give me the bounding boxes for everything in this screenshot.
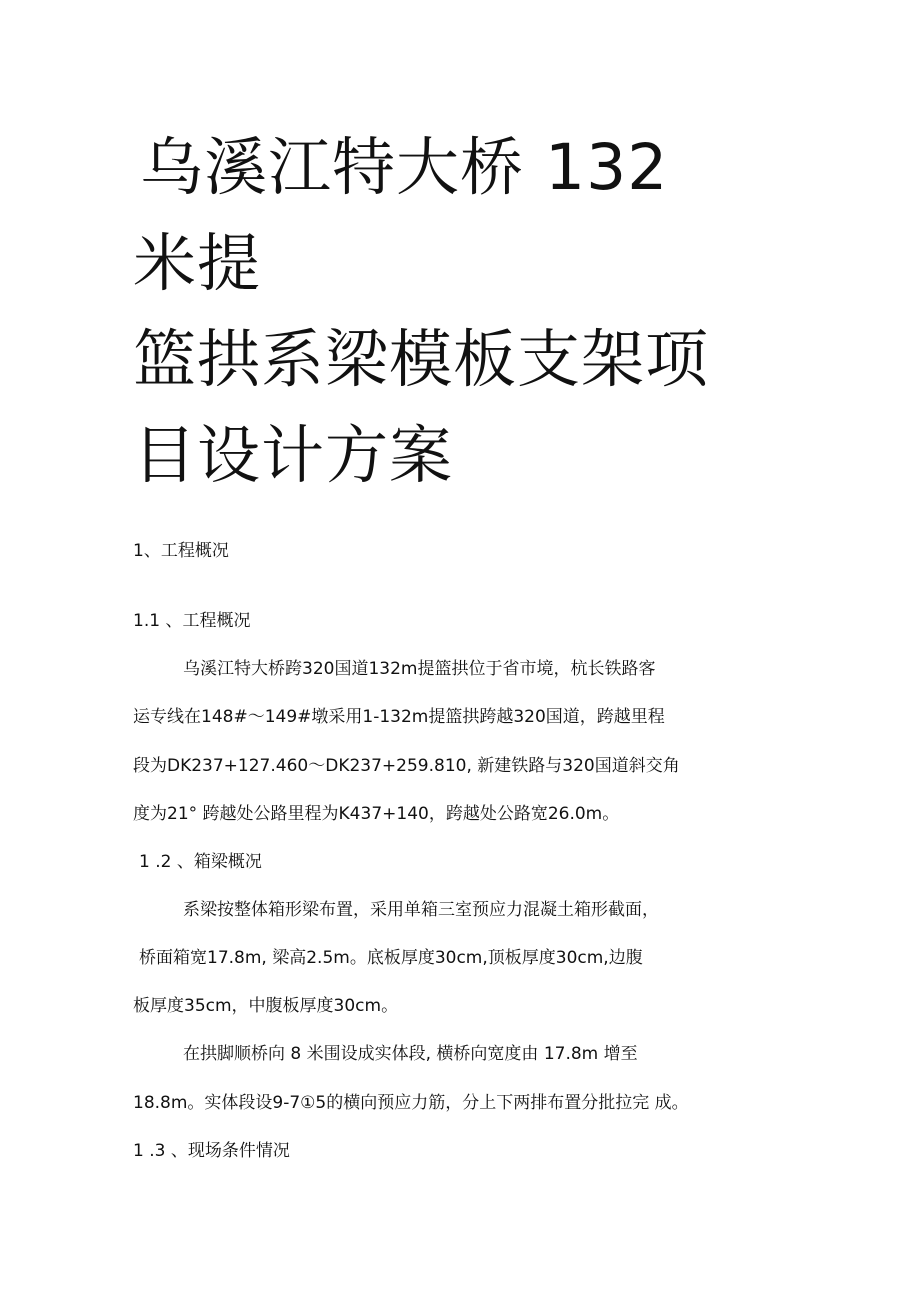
doc-title-line-1: 乌溪江特大桥 132 [140, 131, 669, 204]
paragraph-line: 系梁按整体箱形梁布置，采用单箱三室预应力混凝土箱形截面， [183, 900, 659, 920]
section-heading: 1、工程概况 [133, 541, 229, 561]
paragraph-line: 板厚度35cm，中腹板厚度30cm。 [133, 996, 399, 1016]
paragraph-line: 运专线在148#～149#墩采用1-132m提篮拱跨越320国道，跨越里程 [133, 707, 665, 727]
subsection-heading: 1 .3 、现场条件情况 [133, 1141, 290, 1161]
doc-title-line-4: 目设计方案 [133, 419, 453, 492]
doc-title-line-3: 篮拱系梁模板支架项 [133, 323, 709, 396]
paragraph-line: 在拱脚顺桥向 8 米围设成实体段, 横桥向宽度由 17.8m 增至 [183, 1044, 638, 1064]
paragraph-line: 乌溪江特大桥跨320国道132m提篮拱位于省市境，杭长铁路客 [183, 659, 656, 679]
doc-title-line-2: 米提 [133, 227, 261, 300]
subsection-heading: 1 .2 、箱梁概况 [139, 852, 262, 872]
subsection-heading: 1.1 、工程概况 [133, 611, 251, 631]
paragraph-line: 段为DK237+127.460～DK237+259.810, 新建铁路与320国道斜交角 [133, 756, 680, 776]
paragraph-line: 桥面箱宽17.8m, 梁高2.5m。底板厚度30cm,顶板厚度30cm,边腹 [139, 948, 643, 968]
paragraph-line: 度为21° 跨越处公路里程为K437+140，跨越处公路宽26.0m。 [133, 804, 620, 824]
paragraph-line: 18.8m。实体段设9-7①5的横向预应力筋，分上下两排布置分批拉完 成。 [133, 1093, 689, 1113]
